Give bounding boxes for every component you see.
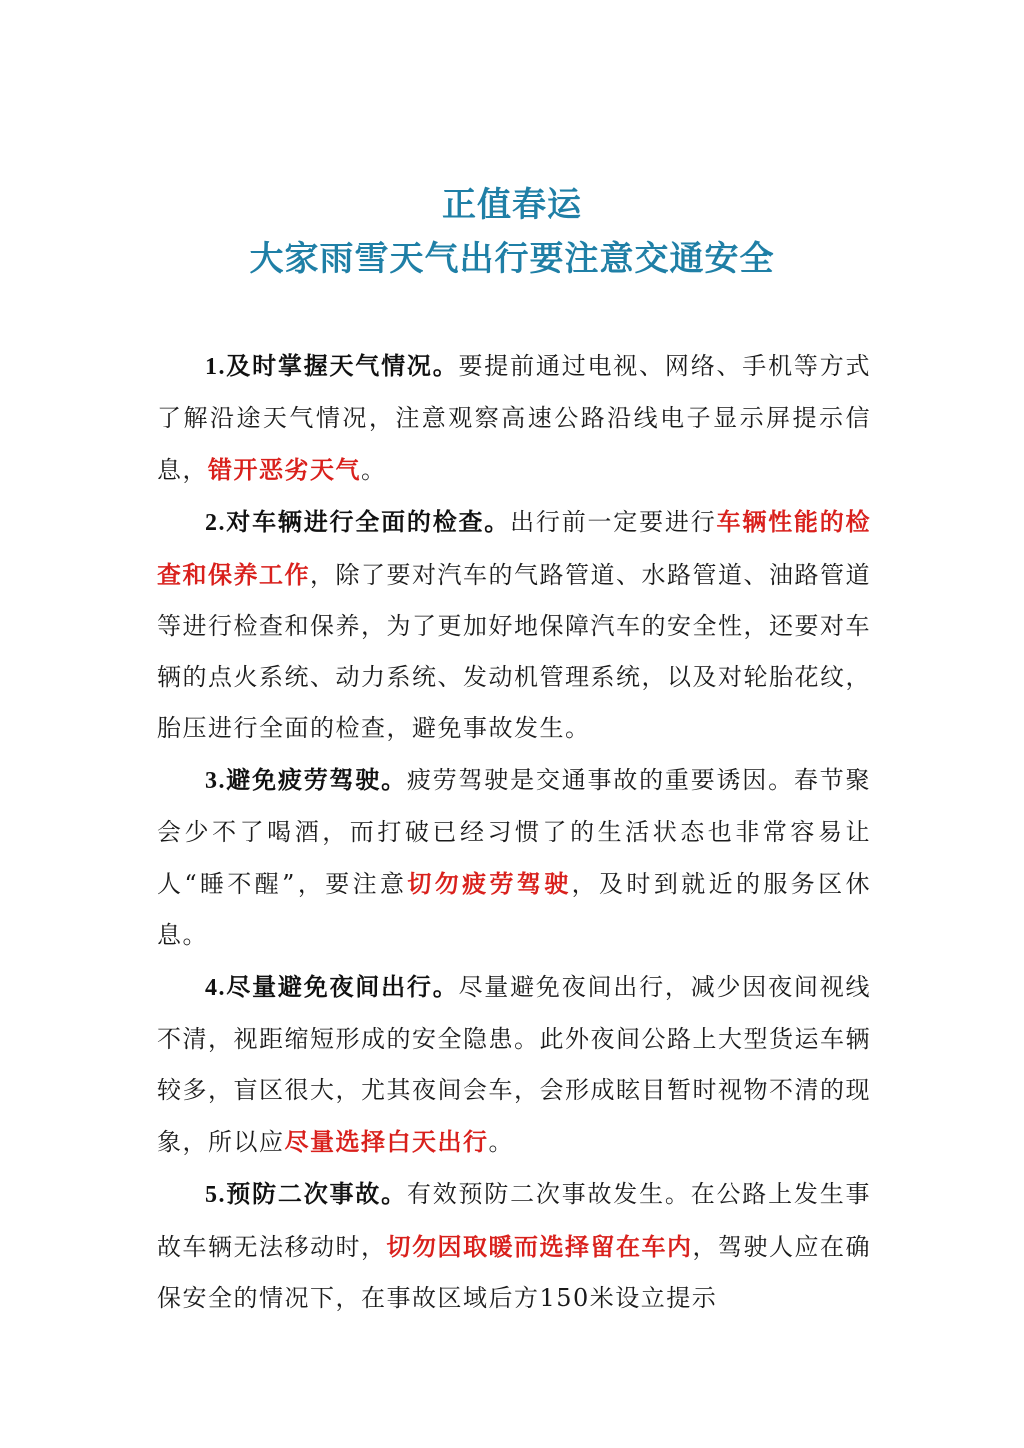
document-body bbox=[157, 340, 871, 1324]
highlight-text: 切勿因取暖而选择留在车内 bbox=[386, 1232, 693, 1261]
paragraph-3 bbox=[157, 754, 871, 961]
paragraph-text: 出行前一定要进行 bbox=[510, 508, 717, 536]
paragraph-2 bbox=[157, 496, 871, 754]
paragraph-text: 有效预防二次事故发生。在公路上发生事故车辆无法移动时， bbox=[157, 1180, 872, 1261]
paragraph-text: ，驾驶人应在确保安全的情况下，在事故区域后方150米设立提示 bbox=[157, 1233, 871, 1312]
paragraph-text: ，除了要对汽车的气路管道、水路管道、油路管道等进行检查和保养，为了更加好地保障汽车的安全性，还要对车辆的点火系统、动力系统、发动机管理系统，以及对轮胎花纹，胎压进行全面的检查，避免事故发生。 bbox=[157, 561, 871, 742]
paragraph-number: 3. bbox=[205, 768, 226, 794]
document-title bbox=[0, 178, 1024, 286]
paragraph-heading: 尽量避免夜间出行。 bbox=[226, 972, 459, 1001]
paragraph-text: 。 bbox=[488, 1128, 514, 1156]
paragraph-text: 。 bbox=[361, 456, 387, 484]
highlight-text: 车辆性能的检查和保养工作 bbox=[157, 507, 872, 589]
paragraph-heading: 对车辆进行全面的检查。 bbox=[226, 507, 511, 536]
paragraph-text: 尽量避免夜间出行，减少因夜间视线不清，视距缩短形成的安全隐患。此外夜间公路上大型货运车辆较多，盲区很大，尤其夜间会车，会形成眩目暂时视物不清的现象，所以应 bbox=[157, 973, 871, 1156]
paragraph-5 bbox=[157, 1168, 871, 1324]
paragraph-number: 2. bbox=[205, 510, 226, 536]
highlight-text: 尽量选择白天出行 bbox=[284, 1127, 489, 1156]
paragraph-number: 5. bbox=[205, 1182, 226, 1208]
paragraph-heading: 预防二次事故。 bbox=[226, 1179, 407, 1208]
paragraph-text: ，及时到就近的服务区休息。 bbox=[157, 870, 871, 949]
paragraph-number: 1. bbox=[205, 354, 226, 380]
title-line-1: 正值春运 bbox=[442, 185, 582, 225]
paragraph-text: 要提前通过电视、网络、手机等方式了解沿途天气情况，注意观察高速公路沿线电子显示屏提示信息， bbox=[157, 352, 871, 484]
paragraph-number: 4. bbox=[205, 975, 226, 1001]
paragraph-4 bbox=[157, 961, 871, 1168]
paragraph-1 bbox=[157, 340, 871, 496]
highlight-text: 切勿疲劳驾驶 bbox=[407, 869, 572, 898]
title-line-2: 大家雨雪天气出行要注意交通安全 bbox=[249, 239, 775, 279]
paragraph-text: 疲劳驾驶是交通事故的重要诱因。春节聚会少不了喝酒，而打破已经习惯了的生活状态也非常容易让人“睡不醒”，要注意 bbox=[157, 766, 872, 898]
paragraph-heading: 避免疲劳驾驶。 bbox=[226, 765, 407, 794]
paragraph-heading: 及时掌握天气情况。 bbox=[226, 351, 459, 380]
highlight-text: 错开恶劣天气 bbox=[208, 455, 361, 484]
